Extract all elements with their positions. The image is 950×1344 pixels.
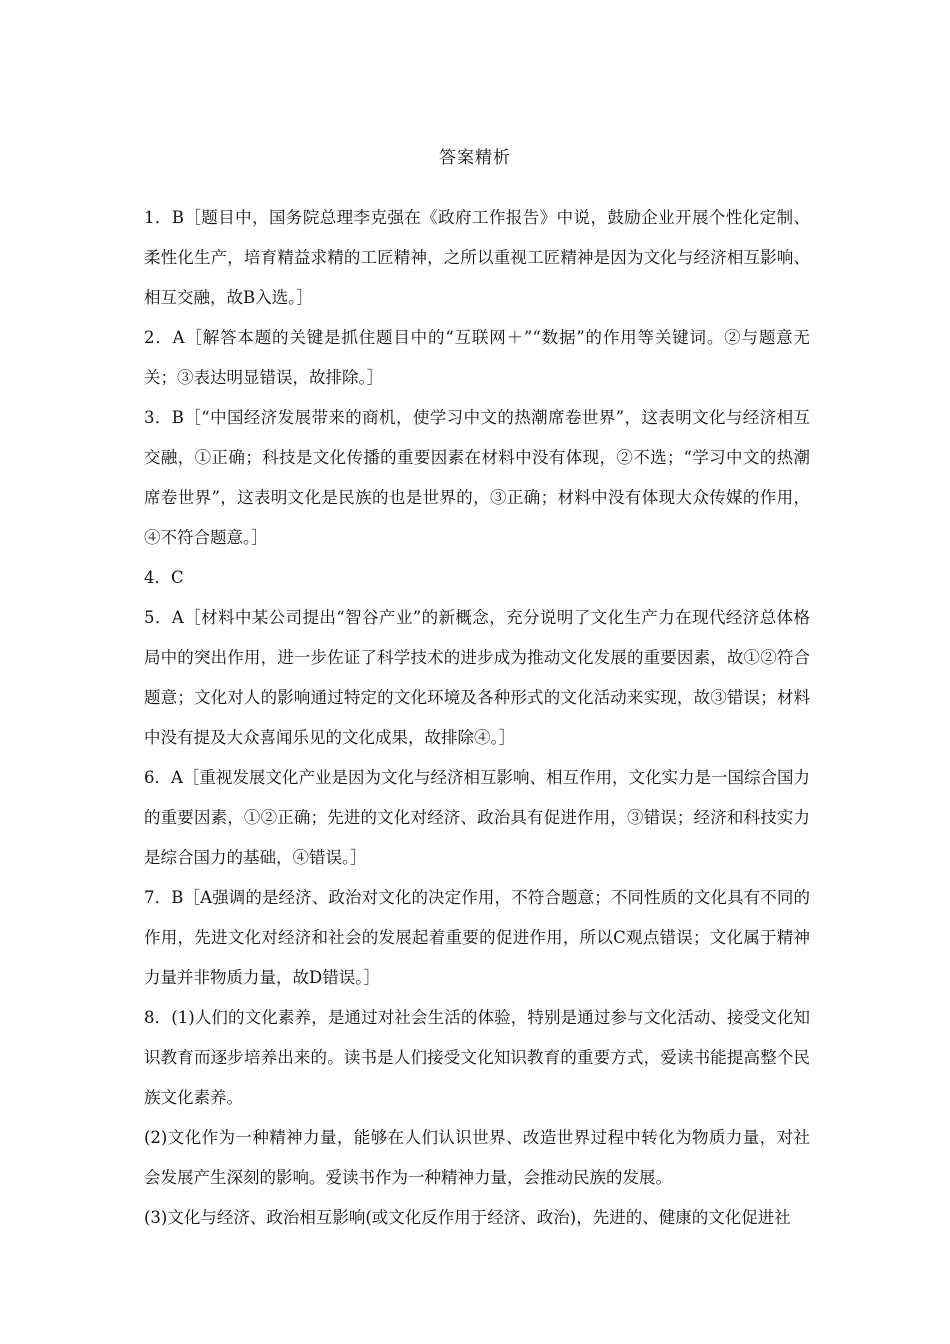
answer-list	[144, 198, 810, 1238]
answer-explanation: (2)文化作为一种精神力量，能够在人们认识世界、改造世界过程中转化为物质力量，对社会发展产生深刻的影响。爱读书作为一种精神力量，会推动民族的发展。	[144, 1128, 810, 1187]
answer-item-7	[144, 878, 810, 998]
answer-explanation: ［材料中某公司提出“智谷产业”的新概念，充分说明了文化生产力在现代经济总体格局中的突出作用，进一步佐证了科学技术的进步成为推动文化发展的重要因素，故①②符合题意；文化对人的影响通过特定的文化环境及各种形式的文化活动来实现，故③错误；材料中没有提及大众喜闻乐见的文化成果，故排除④。］	[144, 608, 810, 747]
answer-number: 7．B	[144, 888, 184, 907]
answer-number: 6．A	[144, 768, 183, 787]
answer-explanation: ［A强调的是经济、政治对文化的决定作用，不符合题意；不同性质的文化具有不同的作用，先进文化对经济和社会的发展起着重要的促进作用，所以C观点错误；文化属于精神力量并非物质力量，故D错误。］	[144, 888, 811, 987]
answer-item-4	[144, 558, 810, 598]
answer-item-1	[144, 198, 810, 318]
answer-number: 5．A	[144, 608, 184, 627]
answer-explanation: ［解答本题的关键是抓住题目中的“互联网＋”“数据”的作用等关键词。②与题意无关；③表达明显错误，故排除。］	[144, 328, 810, 387]
answer-number: 2．A	[144, 328, 185, 347]
answer-explanation: ［“中国经济发展带来的商机，使学习中文的热潮席卷世界”，这表明文化与经济相互交融，①正确；科技是文化传播的重要因素在材料中没有体现，②不选；“学习中文的热潮席卷世界”，这表明文化是民族的也是世界的，③正确；材料中没有体现大众传媒的作用，④不符合题意。］	[144, 408, 811, 547]
answer-number: 1．B	[144, 208, 184, 227]
answer-number: 4．C	[144, 568, 184, 587]
answer-explanation: (3)文化与经济、政治相互影响(或文化反作用于经济、政治)，先进的、健康的文化促进社	[144, 1208, 791, 1227]
answer-item-8-part-1	[144, 998, 810, 1118]
answer-number: 8．	[144, 1008, 172, 1027]
answer-number: 3．B	[144, 408, 184, 427]
answer-item-8-part-3	[144, 1198, 810, 1238]
answer-item-3	[144, 398, 810, 558]
answer-explanation: ［题目中，国务院总理李克强在《政府工作报告》中说，鼓励企业开展个性化定制、柔性化生产，培育精益求精的工匠精神，之所以重视工匠精神是因为文化与经济相互影响、相互交融，故B入选。］	[144, 208, 811, 307]
answer-explanation: (1)人们的文化素养，是通过对社会生活的体验，特别是通过参与文化活动、接受文化知识教育而逐步培养出来的。读书是人们接受文化知识教育的重要方式，爱读书能提高整个民族文化素养。	[144, 1008, 811, 1107]
answer-explanation: ［重视发展文化产业是因为文化与经济相互影响、相互作用，文化实力是一国综合国力的重要因素，①②正确；先进的文化对经济、政治具有促进作用，③错误；经济和科技实力是综合国力的基础，④错误。］	[144, 768, 810, 867]
answer-item-8-part-2	[144, 1118, 810, 1198]
answer-item-2	[144, 318, 810, 398]
answer-item-5	[144, 598, 810, 758]
page-title: 答案精析	[439, 148, 511, 168]
answer-item-6	[144, 758, 810, 878]
